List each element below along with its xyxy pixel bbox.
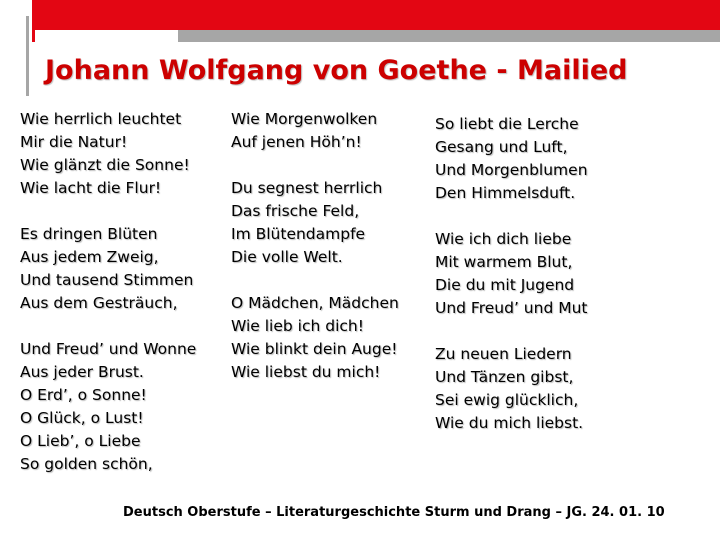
poem-line: Wie Morgenwolken [231, 110, 378, 128]
stanza [435, 343, 635, 435]
poem-line: Aus jedem Zweig, [20, 248, 159, 266]
poem-line: Und Freud’ und Mut [435, 299, 588, 317]
poem-line: Und Freud’ und Wonne [20, 340, 197, 358]
stanza [231, 177, 426, 269]
poem-line: Wie lieb ich dich! [231, 317, 364, 335]
poem-line: Wie blinkt dein Auge! [231, 340, 398, 358]
poem-column-2 [231, 108, 426, 407]
header-gray-accent [26, 16, 29, 96]
stanza [435, 228, 635, 320]
poem-line: Du segnest herrlich [231, 179, 383, 197]
poem-line: Wie glänzt die Sonne! [20, 156, 190, 174]
stanza [231, 108, 426, 154]
stanza [20, 338, 220, 476]
poem-line: Gesang und Luft, [435, 138, 568, 156]
slide-title: Johann Wolfgang von Goethe - Mailied [45, 55, 628, 86]
poem-line: Mit warmem Blut, [435, 253, 573, 271]
poem-line: Den Himmelsduft. [435, 184, 576, 202]
poem-line: So liebt die Lerche [435, 115, 579, 133]
poem-line: Auf jenen Höh’n! [231, 133, 362, 151]
poem-line: Wie ich dich liebe [435, 230, 572, 248]
header-red-band [34, 0, 720, 30]
poem-line: O Erd’, o Sonne! [20, 386, 147, 404]
stanza [20, 223, 220, 315]
poem-line: Es dringen Blüten [20, 225, 158, 243]
poem-line: Die volle Welt. [231, 248, 343, 266]
poem-line: Aus jeder Brust. [20, 363, 144, 381]
poem-line: Die du mit Jugend [435, 276, 575, 294]
poem-line: Wie lacht die Flur! [20, 179, 162, 197]
poem-line: Aus dem Gesträuch, [20, 294, 178, 312]
header-red-accent [32, 0, 35, 42]
header-gray-band [178, 30, 720, 42]
poem-line: Mir die Natur! [20, 133, 128, 151]
poem-line: Und Morgenblumen [435, 161, 588, 179]
poem-line: Im Blütendampfe [231, 225, 366, 243]
poem-line: Und Tänzen gibst, [435, 368, 574, 386]
poem-line: So golden schön, [20, 455, 153, 473]
poem-line: O Glück, o Lust! [20, 409, 144, 427]
poem-line: O Mädchen, Mädchen [231, 294, 399, 312]
poem-line: Das frische Feld, [231, 202, 360, 220]
poem-column-1 [20, 108, 220, 499]
poem-line: Wie herrlich leuchtet [20, 110, 182, 128]
poem-column-3 [435, 113, 635, 458]
slide-footer: Deutsch Oberstufe – Literaturgeschichte Sturm und Drang – JG. 24. 01. 10 [123, 505, 665, 520]
poem-line: O Lieb’, o Liebe [20, 432, 141, 450]
stanza [435, 113, 635, 205]
poem-line: Zu neuen Liedern [435, 345, 572, 363]
poem-line: Wie du mich liebst. [435, 414, 584, 432]
poem-line: Und tausend Stimmen [20, 271, 194, 289]
stanza [231, 292, 426, 384]
stanza [20, 108, 220, 200]
poem-line: Sei ewig glücklich, [435, 391, 579, 409]
poem-line: Wie liebst du mich! [231, 363, 381, 381]
